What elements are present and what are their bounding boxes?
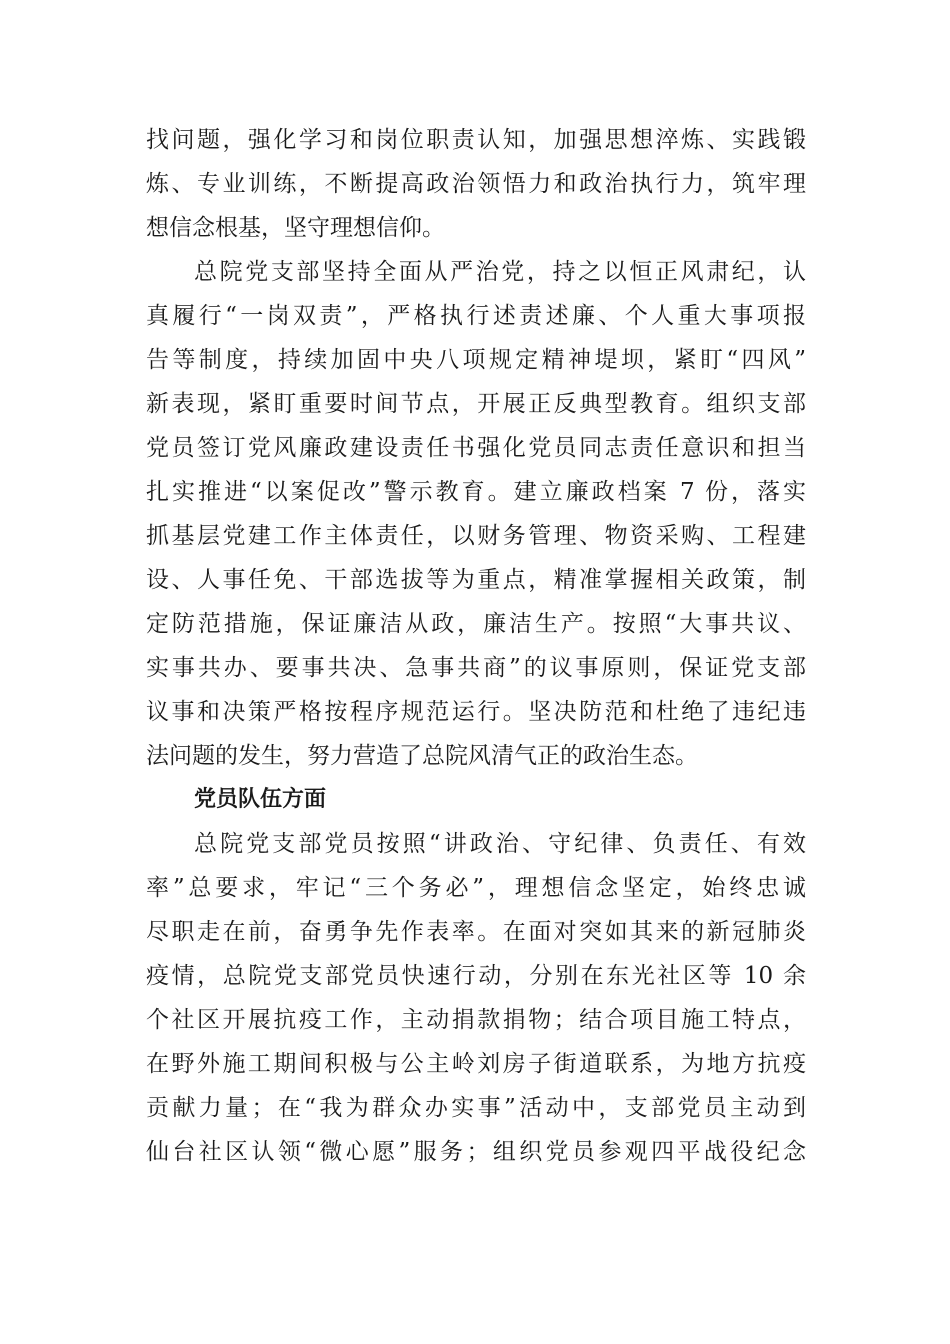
paragraph-2-line-9: 定防范措施，保证廉洁从政，廉洁生产。按照“大事共议、 <box>146 611 806 637</box>
paragraph-3-line-4: 疫情，总院党支部党员快速行动，分别在东光社区等 10 余 <box>146 963 806 989</box>
paragraph-3-line-8: 仙台社区认领“微心愿”服务；组织党员参观四平战役纪念 <box>146 1139 806 1165</box>
paragraph-2-line-5: 党员签订党风廉政建设责任书强化党员同志责任意识和担当 <box>146 435 806 461</box>
paragraph-3-line-3: 尽职走在前，奋勇争先作表率。在面对突如其来的新冠肺炎 <box>146 919 806 945</box>
paragraph-2-line-8: 设、人事任免、干部选拔等为重点，精准掌握相关政策，制 <box>146 567 806 593</box>
paragraph-2-line-10: 实事共办、要事共决、急事共商”的议事原则，保证党支部 <box>146 655 806 681</box>
paragraph-2-line-1: 总院党支部坚持全面从严治党，持之以恒正风肃纪，认 <box>194 259 806 285</box>
paragraph-2-line-2: 真履行“一岗双责”，严格执行述责述廉、个人重大事项报 <box>146 303 806 329</box>
paragraph-1-line-2: 炼、专业训练，不断提高政治领悟力和政治执行力，筑牢理 <box>146 171 806 197</box>
paragraph-2-line-12: 法问题的发生，努力营造了总院风清气正的政治生态。 <box>146 743 698 769</box>
paragraph-2-line-3: 告等制度，持续加固中央八项规定精神堤坝，紧盯“四风” <box>146 347 806 373</box>
paragraph-1-line-3: 想信念根基，坚守理想信仰。 <box>146 215 445 241</box>
paragraph-2-line-6: 扎实推进“以案促改”警示教育。建立廉政档案 7 份，落实 <box>146 479 806 505</box>
paragraph-2-line-11: 议事和决策严格按程序规范运行。坚决防范和杜绝了违纪违 <box>146 699 806 725</box>
paragraph-3-line-7: 贡献力量；在“我为群众办实事”活动中，支部党员主动到 <box>146 1095 806 1121</box>
paragraph-3-line-6: 在野外施工期间积极与公主岭刘房子街道联系，为地方抗疫 <box>146 1051 806 1077</box>
paragraph-1-line-1: 找问题，强化学习和岗位职责认知，加强思想淬炼、实践锻 <box>146 127 806 153</box>
paragraph-3-line-1: 总院党支部党员按照“讲政治、守纪律、负责任、有效 <box>194 831 806 857</box>
paragraph-2-line-7: 抓基层党建工作主体责任，以财务管理、物资采购、工程建 <box>146 523 806 549</box>
paragraph-3-line-2: 率”总要求，牢记“三个务必”，理想信念坚定，始终忠诚 <box>146 875 806 901</box>
paragraph-2-line-4: 新表现，紧盯重要时间节点，开展正反典型教育。组织支部 <box>146 391 806 417</box>
section-heading: 党员队伍方面 <box>194 787 327 812</box>
paragraph-3-line-5: 个社区开展抗疫工作，主动捐款捐物；结合项目施工特点， <box>146 1007 806 1033</box>
